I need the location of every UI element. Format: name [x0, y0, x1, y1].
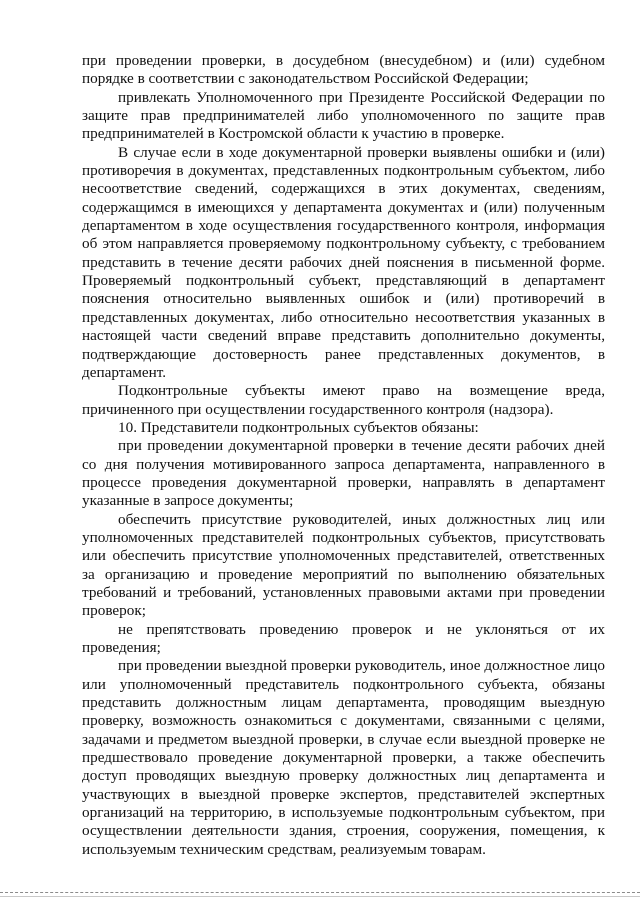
paragraph-rights-defense: при проведении проверки, в досудебном (внесудебном) и (или) судебном порядке в соответствии с законодательством Российской Федерации; [82, 52, 605, 88]
paragraph-ombudsman: привлекать Уполномоченного при Президенте Российской Федерации по защите прав предпринимателей либо уполномоченного по защите прав предпринимателей в Костромской области к участию в проверке. [82, 88, 605, 143]
paragraph-compensation: Подконтрольные субъекты имеют право на возмещение вреда, причиненного при осуществлении государственного контроля (надзора). [82, 382, 605, 418]
paragraph-section-10-heading: 10. Представители подконтрольных субъектов обязаны: [118, 418, 479, 436]
scan-bottom-edge-line [0, 896, 640, 897]
document-page [82, 52, 605, 859]
paragraph-documentary-check: при проведении документарной проверки в течение десяти рабочих дней со дня получения мотивированного запроса департамента, направленного в процессе проведения документарной проверки, направлять в департамент указанные в запросе документы; [82, 437, 605, 510]
paragraph-onsite-inspection: при проведении выездной проверки руководитель, иное должностное лицо или уполномоченный представитель подконтрольного субъекта, обязаны представить должностным лицам департамента, проводящим выездную проверку, возможность ознакомиться с документами, связанными с целями, задачами и предметом выездной проверки, в случае если выездной проверке не предшествовало проведение документарной проверки, а также обеспечить доступ проводящих выездную проверку должностных лиц департамента и участвующих в выездной проверке экспертов, представителей экспертных организаций на территорию, в используемые подконтрольным субъектом, при осуществлении деятельности здания, строения, сооружения, помещения, к используемым техническим средствам, реализуемым товарам. [82, 657, 605, 858]
paragraph-errors-in-documents: В случае если в ходе документарной проверки выявлены ошибки и (или) противоречия в документах, представленных подконтрольным субъектом, либо несоответствие сведений, содержащихся в этих документах, сведениям, содержащимся в имеющихся у департамента документах и (или) полученным департаментом в ходе осуществления государственного контроля, информация об этом направляется проверяемому подконтрольному субъекту, с требованием представить в течение десяти рабочих дней пояснения в письменной форме. Проверяемый подконтрольный субъект, представляющий в департамент пояснения относительно выявленных ошибок и (или) противоречий в представленных документах, либо относительно несоответствия указанных в настоящей части сведений вправе представить дополнительно документы, подтверждающие достоверность ранее представленных документов, в департамент. [82, 143, 605, 381]
scan-bottom-edge [0, 892, 640, 893]
paragraph-not-obstruct: не препятствовать проведению проверок и не уклоняться от их проведения; [82, 620, 605, 656]
paragraph-ensure-presence: обеспечить присутствие руководителей, иных должностных лиц или уполномоченных представителей подконтрольных субъектов, присутствовать или обеспечить присутствие уполномоченных представителей, ответственных за организацию и проведение мероприятий по выполнению обязательных требований и требований, установленных правовыми актами при проведении проверок; [82, 510, 605, 620]
